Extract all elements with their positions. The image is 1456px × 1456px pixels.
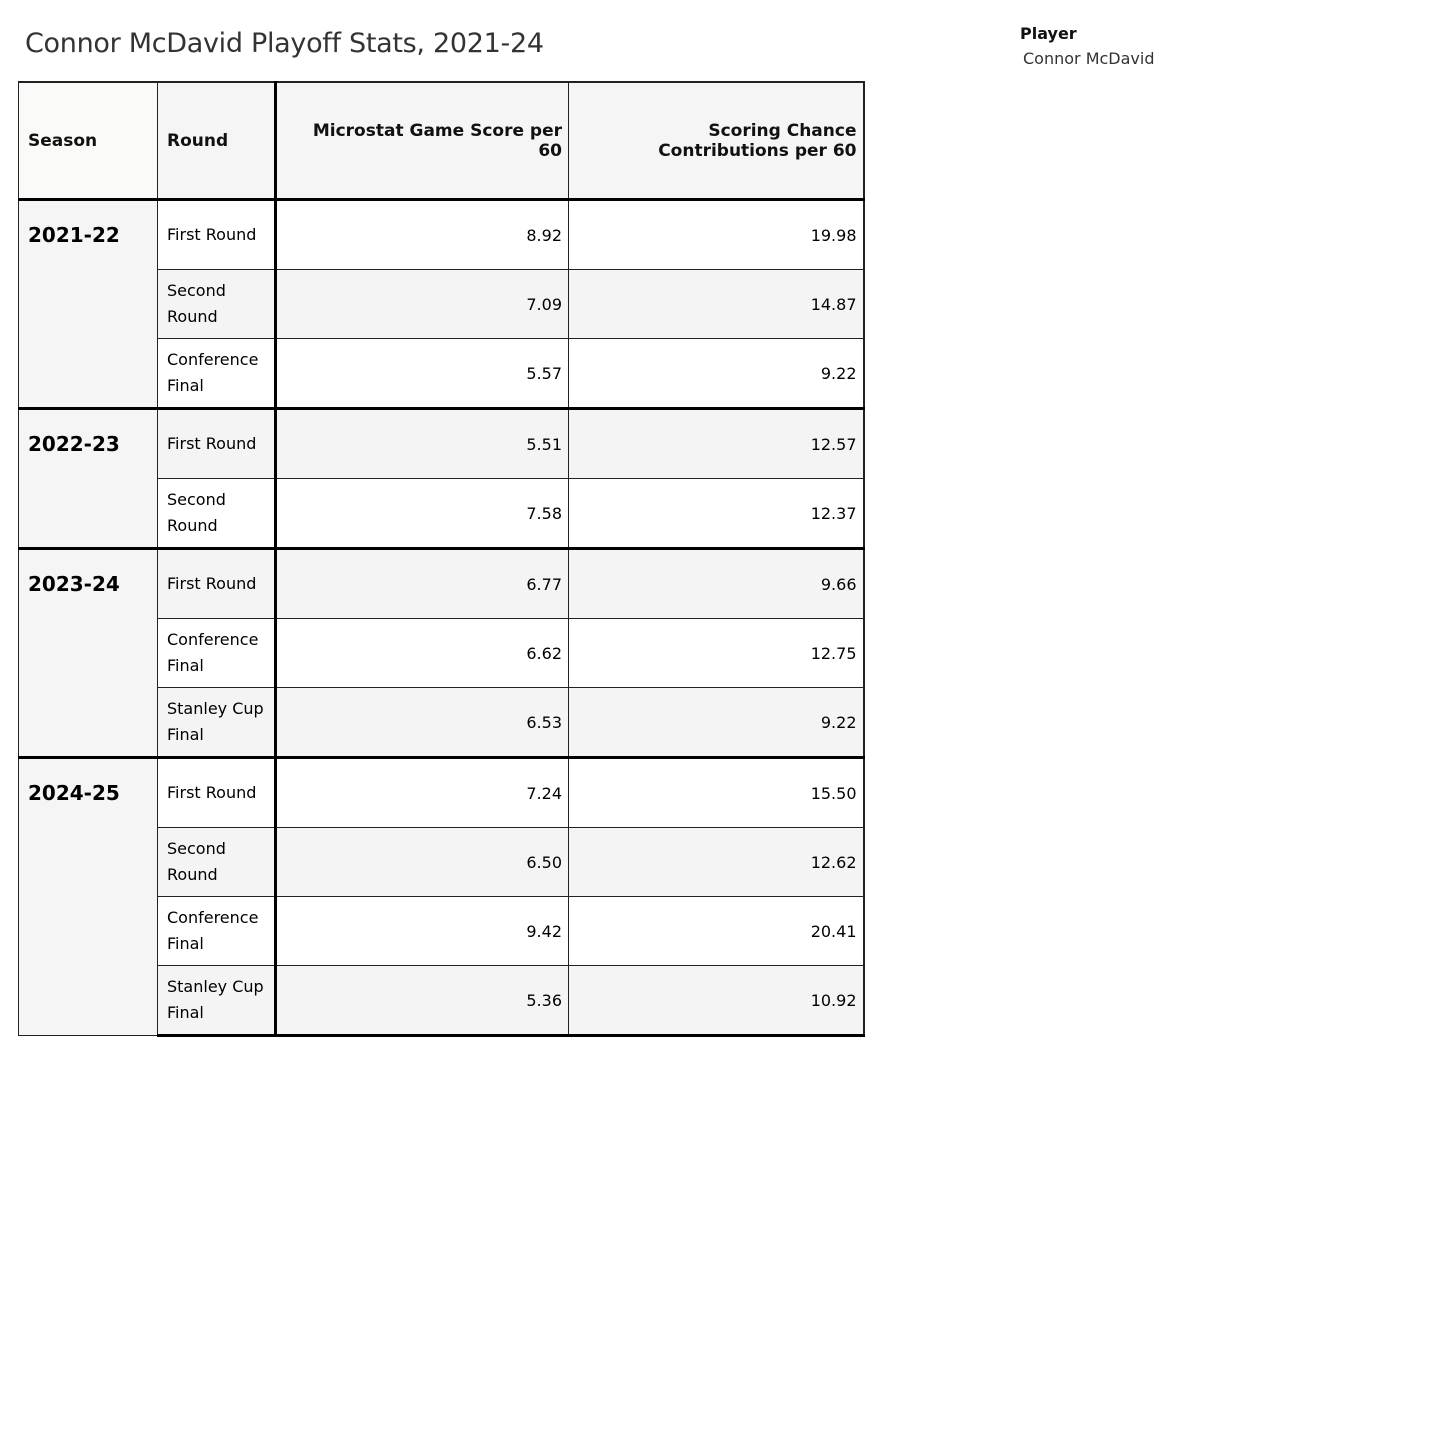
game-score-cell: 6.77 <box>276 549 569 619</box>
round-cell: Stanley Cup Final <box>158 966 276 1036</box>
scoring-chance-cell: 12.37 <box>569 479 864 549</box>
scoring-chance-cell: 15.50 <box>569 758 864 828</box>
round-cell: Second Round <box>158 270 276 339</box>
round-cell: Second Round <box>158 479 276 549</box>
round-cell: Conference Final <box>158 339 276 409</box>
game-score-cell: 7.24 <box>276 758 569 828</box>
scoring-chance-cell: 14.87 <box>569 270 864 339</box>
game-score-cell: 7.58 <box>276 479 569 549</box>
scoring-chance-cell: 12.62 <box>569 828 864 897</box>
game-score-cell: 9.42 <box>276 897 569 966</box>
scoring-chance-cell: 12.75 <box>569 619 864 688</box>
player-filter[interactable] <box>1020 24 1155 68</box>
page-title: Connor McDavid Playoff Stats, 2021-24 <box>25 28 544 59</box>
scoring-chance-cell: 9.22 <box>569 688 864 758</box>
column-header-scoring-chance[interactable]: Scoring Chance Contributions per 60 <box>569 82 864 200</box>
game-score-cell: 6.50 <box>276 828 569 897</box>
round-cell: Stanley Cup Final <box>158 688 276 758</box>
game-score-cell: 5.51 <box>276 409 569 479</box>
scoring-chance-cell: 20.41 <box>569 897 864 966</box>
player-filter-value[interactable]: Connor McDavid <box>1023 49 1155 68</box>
game-score-cell: 6.53 <box>276 688 569 758</box>
season-cell: 2023-24 <box>19 549 158 758</box>
round-cell: Conference Final <box>158 897 276 966</box>
table-row <box>19 758 864 828</box>
game-score-cell: 6.62 <box>276 619 569 688</box>
column-header-season[interactable]: Season <box>19 82 158 200</box>
scoring-chance-cell: 12.57 <box>569 409 864 479</box>
round-cell: First Round <box>158 409 276 479</box>
game-score-cell: 8.92 <box>276 200 569 270</box>
game-score-cell: 5.36 <box>276 966 569 1036</box>
round-cell: First Round <box>158 200 276 270</box>
player-filter-label: Player <box>1020 24 1077 43</box>
round-cell: Conference Final <box>158 619 276 688</box>
column-header-round[interactable]: Round <box>158 82 276 200</box>
scoring-chance-cell: 19.98 <box>569 200 864 270</box>
season-cell: 2021-22 <box>19 200 158 409</box>
stats-table-container <box>18 81 865 1037</box>
column-header-game-score[interactable]: Microstat Game Score per 60 <box>276 82 569 200</box>
scoring-chance-cell: 10.92 <box>569 966 864 1036</box>
game-score-cell: 7.09 <box>276 270 569 339</box>
game-score-cell: 5.57 <box>276 339 569 409</box>
round-cell: Second Round <box>158 828 276 897</box>
table-row <box>19 549 864 619</box>
stats-table <box>18 81 865 1037</box>
scoring-chance-cell: 9.66 <box>569 549 864 619</box>
table-row <box>19 200 864 270</box>
table-row <box>19 409 864 479</box>
round-cell: First Round <box>158 549 276 619</box>
table-body <box>19 200 864 1036</box>
table-header-row <box>19 82 864 200</box>
season-cell: 2022-23 <box>19 409 158 549</box>
scoring-chance-cell: 9.22 <box>569 339 864 409</box>
season-cell: 2024-25 <box>19 758 158 1036</box>
round-cell: First Round <box>158 758 276 828</box>
